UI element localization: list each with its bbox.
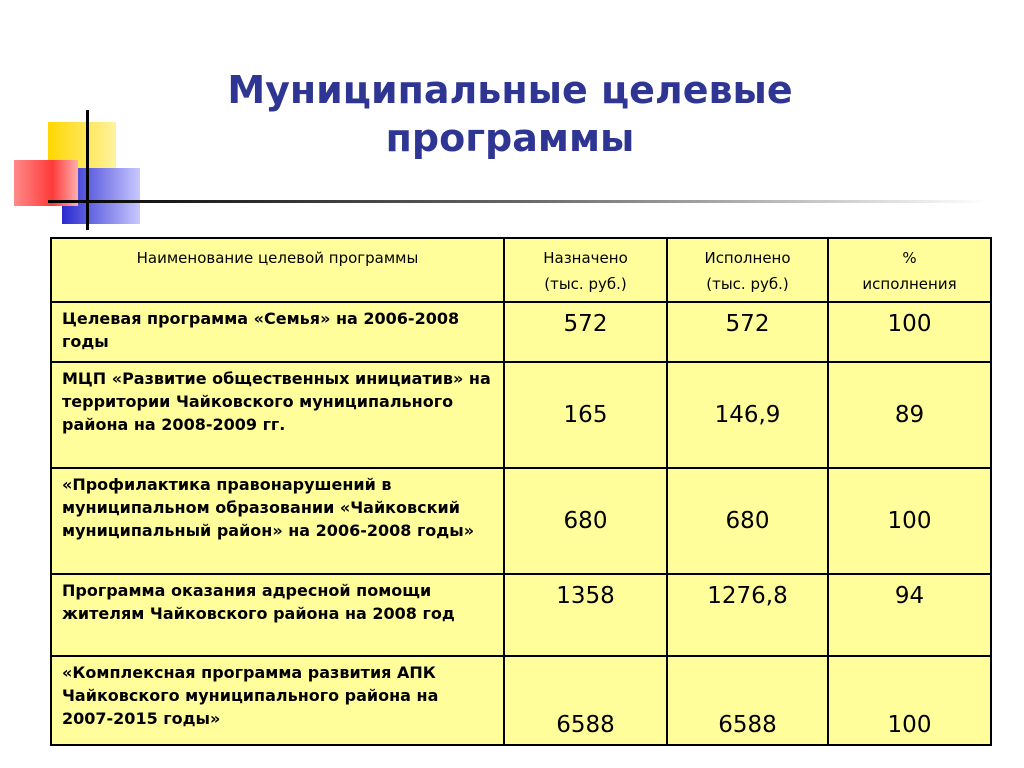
table-row [51,656,991,745]
executed-cell: 146,9 [667,362,828,468]
percent-cell: 100 [828,468,991,574]
assigned-cell: 572 [504,302,667,362]
executed-cell: 1276,8 [667,574,828,656]
table-row [51,302,991,362]
executed-cell: 680 [667,468,828,574]
header-executed: Исполнено (тыс. руб.) [667,238,828,302]
table-row [51,468,991,574]
red-square [14,160,78,206]
programs-table [50,237,992,746]
program-name-cell: МЦП «Развитие общественных инициатив» на территории Чайковского муниципального района на 2008-2009 гг. [51,362,504,468]
program-name-cell: Программа оказания адресной помощи жителям Чайковского района на 2008 год [51,574,504,656]
executed-cell: 572 [667,302,828,362]
percent-cell: 94 [828,574,991,656]
program-name-cell: Целевая программа «Семья» на 2006-2008 годы [51,302,504,362]
table-row [51,362,991,468]
horizontal-rule [48,200,988,203]
percent-cell: 100 [828,656,991,745]
program-name-cell: «Комплексная программа развития АПК Чайковского муниципального района на 2007-2015 годы» [51,656,504,745]
page-title [190,66,830,162]
assigned-cell: 165 [504,362,667,468]
percent-cell: 100 [828,302,991,362]
page-title-line-2: программы [385,116,635,160]
table-row [51,574,991,656]
assigned-cell: 6588 [504,656,667,745]
header-assigned: Назначено (тыс. руб.) [504,238,667,302]
page-title-line-1: Муниципальные целевые [227,68,793,112]
assigned-cell: 680 [504,468,667,574]
table-header-row [51,238,991,302]
vertical-rule [86,110,89,230]
assigned-cell: 1358 [504,574,667,656]
program-name-cell: «Профилактика правонарушений в муниципальном образовании «Чайковский муниципальный район» на 2006-2008 годы» [51,468,504,574]
header-percent: % исполнения [828,238,991,302]
header-program-name: Наименование целевой программы [51,238,504,302]
executed-cell: 6588 [667,656,828,745]
percent-cell: 89 [828,362,991,468]
